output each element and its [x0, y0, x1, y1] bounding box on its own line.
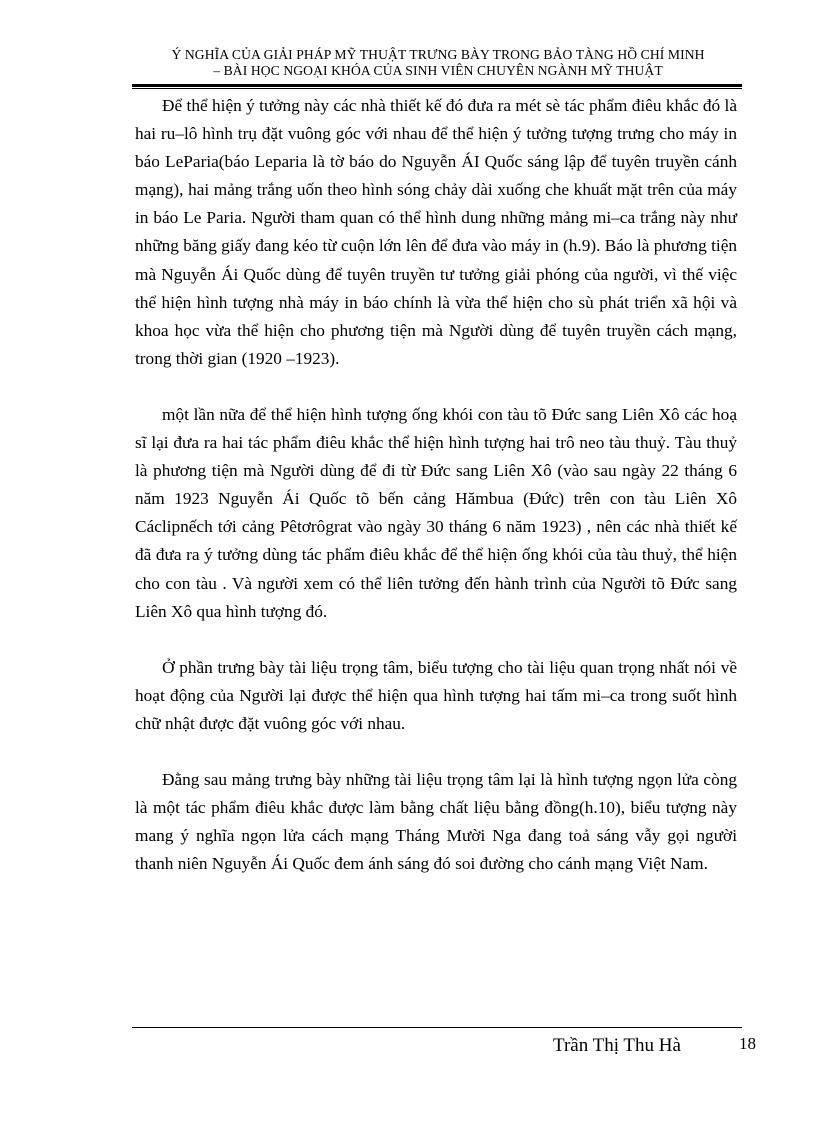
paragraph-1: Để thể hiện ý tưởng này các nhà thiết kế đó đưa ra mét sè tác phẩm điêu khắc đó là hai ru–lô hình trụ đặt vuông góc với nhau để thể hiện ý tưởng tượng trưng cho máy in báo LeParia(báo Leparia là tờ báo do Nguyễn ÁI Quốc sáng lập để tuyên truyền cánh mạng), hai mảng trắng uốn theo hình sóng chảy dài xuống che khuất mặt trên của máy in báo Le Paria. Người tham quan có thể hình dung những mảng mi–ca trắng này như những băng giấy đang kéo từ cuộn lớn lên để đưa vào máy in (h.9). Báo là phương tiện mà Nguyễn Ái Quốc dùng để tuyên truyền tư tưởng giải phóng của người, vì thế việc thể hiện hình tượng nhà máy in báo chính là vừa thể hiện cho sù phát triển xã hội và khoa học vừa thể hiện cho phương tiện mà Người dùng để tuyên truyền cách mạng, trong thời gian (1920 –1923).: [135, 96, 737, 368]
page-number: 18: [739, 1034, 756, 1053]
header-rule-thick: [132, 84, 742, 87]
footer-rule: [132, 1027, 742, 1028]
header-rule-thin: [132, 88, 742, 89]
body-text: [135, 92, 737, 906]
header-title-line-2: – BÀI HỌC NGOẠI KHÓA CỦA SINH VIÊN CHUYÊN NGÀNH MỸ THUẬT: [213, 63, 663, 78]
page-header: [132, 47, 744, 79]
paragraph-3: Ở phần trưng bày tài liệu trọng tâm, biểu tượng cho tài liệu quan trọng nhất nói về hoạt động của Người lại được thể hiện qua hình tượng hai tấm mi–ca trong suốt hình chữ nhật được đặt vuông góc với nhau.: [135, 657, 737, 733]
paragraph-4: Đằng sau mảng trưng bày những tài liệu trọng tâm lại là hình tượng ngọn lửa còng là một tác phẩm điêu khắc được làm bằng chất liệu bằng đồng(h.10), biểu tượng này mang ý nghĩa ngọn lửa cách mạng Tháng Mười Nga đang toả sáng vẫy gọi người thanh niên Nguyễn Ái Quốc đem ánh sáng đó soi đường cho cánh mạng Việt Nam.: [135, 769, 737, 874]
footer-author: Trần Thị Thu Hà: [553, 1035, 681, 1056]
header-title-line-1: Ý NGHĨA CỦA GIẢI PHÁP MỸ THUẬT TRƯNG BÀY TRONG BẢO TÀNG HỒ CHÍ MINH: [171, 47, 705, 62]
paragraph-2: một lần nữa để thể hiện hình tượng ống khói con tàu tõ Đức sang Liên Xô các hoạ sĩ lại đưa ra hai tác phẩm điêu khắc thể hiện hình tượng hai trô neo tàu thuỷ. Tàu thuỷ là phương tiện mà Người dùng để đi từ Đức sang Liên Xô (vào sau ngày 22 tháng 6 năm 1923 Nguyễn Ái Quốc tõ bến cảng Hămbua (Đức) trên con tàu Liên Xô Cáclipnếch tới cảng Pêtơrôgrat vào ngày 30 tháng 6 năm 1923) , nên các nhà thiết kế đã đưa ra ý tưởng dùng tác phẩm điêu khắc để thể hiện ống khói của tàu thuỷ, thể hiện cho con tàu . Và người xem có thể liên tưởng đến hành trình của Người tõ Đức sang Liên Xô qua hình tượng đó.: [135, 404, 737, 621]
